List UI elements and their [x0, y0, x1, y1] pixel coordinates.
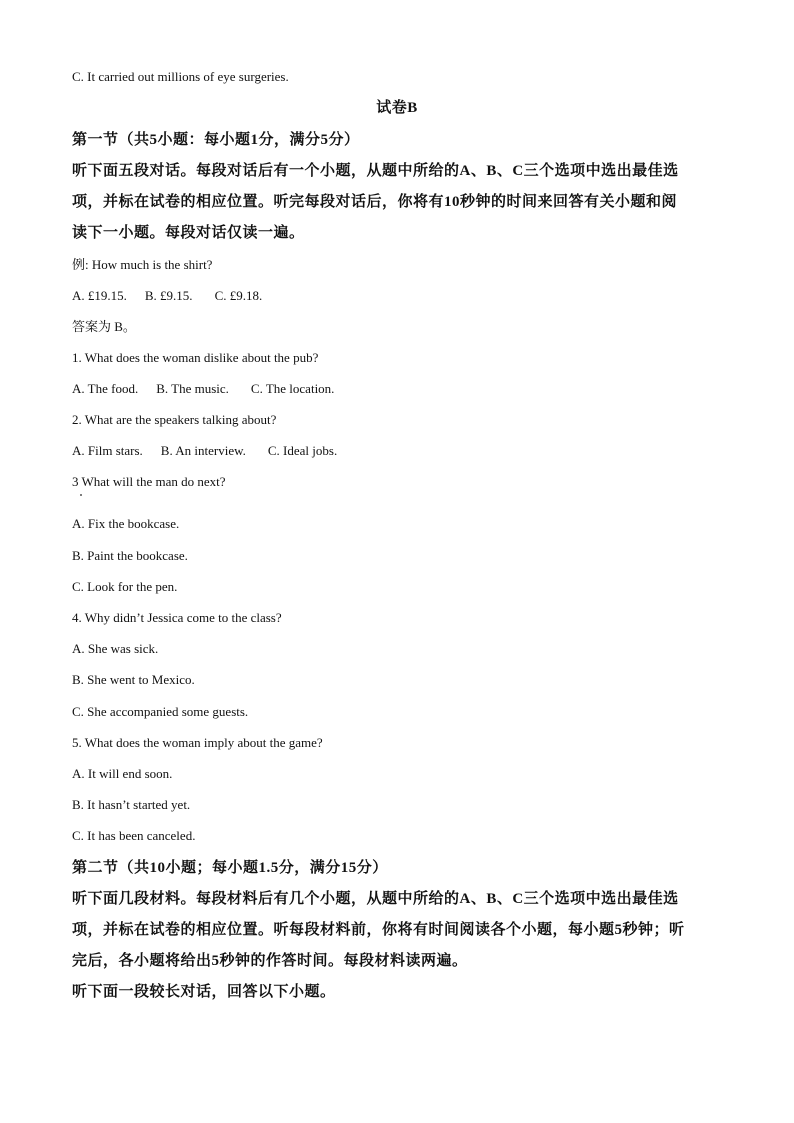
section2-lead-in: 听下面一段较长对话，回答以下小题。 — [72, 984, 336, 1000]
question-2: 2. What are the speakers talking about? — [72, 412, 277, 427]
example-option-a: A. £19.15. — [72, 288, 127, 303]
q4-option-b: B. She went to Mexico. — [72, 672, 195, 687]
paper-title: 试卷B — [376, 100, 418, 116]
section1-instruction-line-1: 听下面五段对话。每段对话后有一个小题，从题中所给的A、B、C三个选项中选出最佳选 — [72, 163, 679, 179]
example-option-c: C. £9.18. — [214, 288, 263, 303]
section2-instruction-line-1: 听下面几段材料。每段材料后有几个小题，从题中所给的A、B、C三个选项中选出最佳选 — [72, 891, 679, 907]
section2-instruction-line-2: 项，并标在试卷的相应位置。听每段材料前，你将有时间阅读各个小题，每小题5秒钟；听 — [72, 922, 685, 938]
question-4: 4. Why didn’t Jessica come to the class? — [72, 610, 282, 625]
example-answer: 答案为 B。 — [72, 319, 136, 334]
q3-option-b: B. Paint the bookcase. — [72, 548, 188, 563]
question-5: 5. What does the woman imply about the game? — [72, 735, 323, 750]
q5-option-b: B. It hasn’t started yet. — [72, 797, 191, 812]
q1-option-b: B. The music. — [156, 381, 229, 396]
q3-option-c: C. Look for the pen. — [72, 579, 178, 594]
q1-option-a: A. The food. — [72, 381, 139, 396]
question-3: 3 What will the man do next? — [72, 474, 226, 489]
q2-option-c: C. Ideal jobs. — [267, 443, 338, 458]
q4-option-a: A. She was sick. — [72, 641, 159, 656]
previous-option-c: C. It carried out millions of eye surgeries. — [72, 69, 289, 84]
stray-dot-mark — [80, 494, 82, 496]
q2-option-a: A. Film stars. — [72, 443, 143, 458]
section2-header: 第二节（共10小题；每小题1.5分，满分15分） — [72, 860, 388, 876]
section1-header: 第一节（共5小题：每小题1分，满分5分） — [72, 132, 360, 148]
example-options — [72, 288, 262, 304]
question-1-options — [72, 381, 334, 397]
section1-instruction-line-3: 读下一小题。每段对话仅读一遍。 — [72, 225, 305, 241]
example-question: 例: How much is the shirt? — [72, 257, 213, 272]
q3-option-a: A. Fix the bookcase. — [72, 516, 180, 531]
question-2-options — [72, 443, 337, 459]
q5-option-a: A. It will end soon. — [72, 766, 173, 781]
example-option-b: B. £9.15. — [144, 288, 193, 303]
section2-instruction-line-3: 完后，各小题将给出5秒钟的作答时间。每段材料读两遍。 — [72, 953, 468, 969]
section1-instruction-line-2: 项，并标在试卷的相应位置。听完每段对话后，你将有10秒钟的时间来回答有关小题和阅 — [72, 194, 678, 210]
q2-option-b: B. An interview. — [160, 443, 246, 458]
q4-option-c: C. She accompanied some guests. — [72, 704, 249, 719]
question-1: 1. What does the woman dislike about the pub? — [72, 350, 319, 365]
q1-option-c: C. The location. — [250, 381, 335, 396]
q5-option-c: C. It has been canceled. — [72, 828, 196, 843]
